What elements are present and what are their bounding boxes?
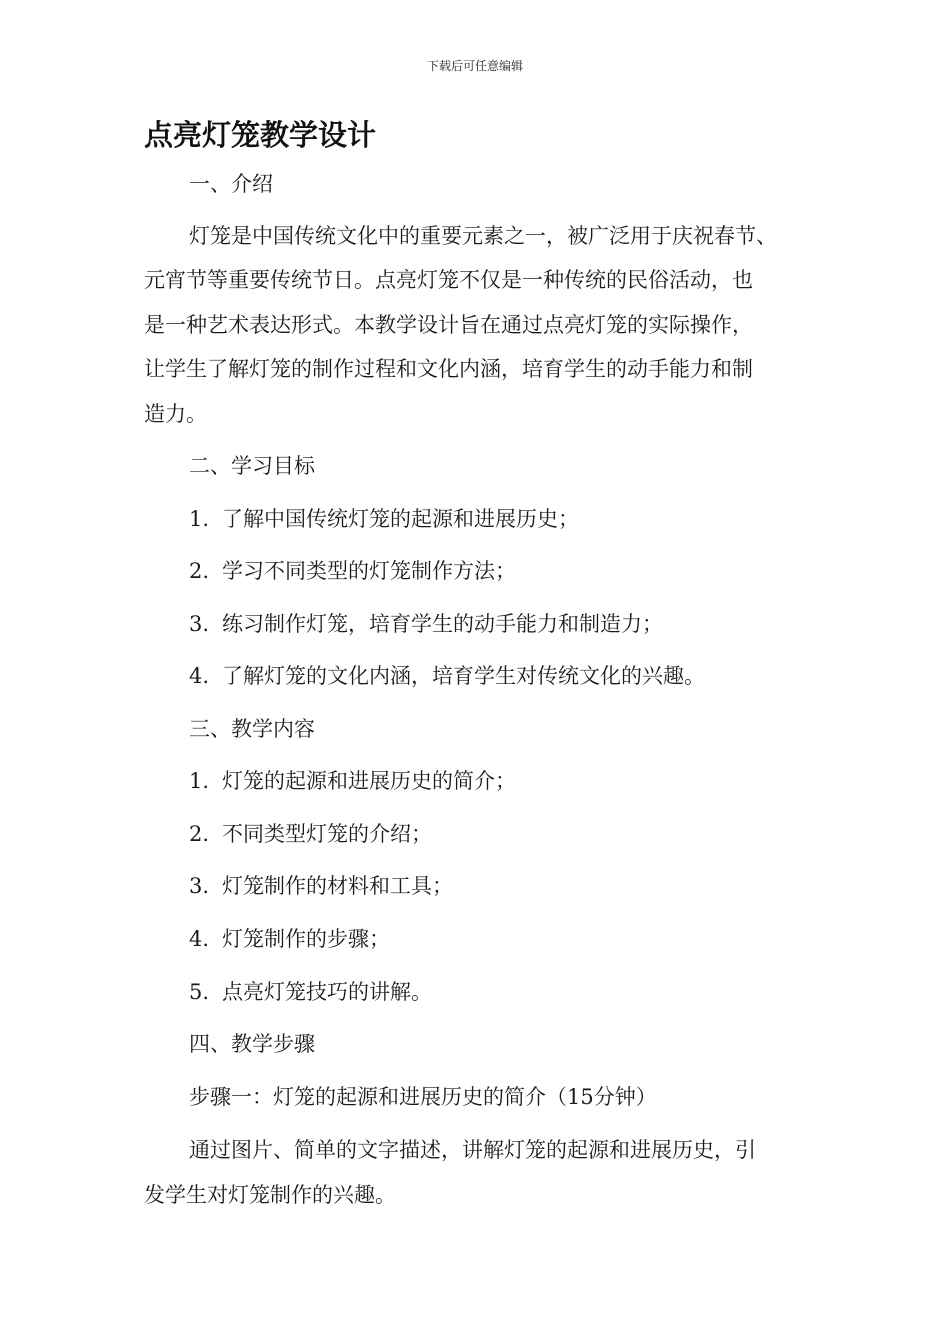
intro-paragraph-line: 造力。 xyxy=(144,402,207,426)
intro-paragraph-line: 元宵节等重要传统节日。点亮灯笼不仅是一种传统的民俗活动，也 xyxy=(144,268,753,292)
list-item-text: 灯笼制作的材料和工具； xyxy=(222,874,453,898)
list-item-text: 学习不同类型的灯笼制作方法； xyxy=(222,559,516,583)
section-heading-goals: 二、学习目标 xyxy=(189,454,315,478)
page-title: 点亮灯笼教学设计 xyxy=(144,118,377,152)
step-paragraph-line: 发学生对灯笼制作的兴趣。 xyxy=(144,1183,396,1207)
list-item xyxy=(189,925,390,953)
section-heading-steps: 四、教学步骤 xyxy=(189,1032,315,1056)
list-item xyxy=(189,610,663,638)
step-paragraph-line: 通过图片、简单的文字描述，讲解灯笼的起源和进展历史，引 xyxy=(189,1138,756,1162)
intro-paragraph-line: 灯笼是中国传统文化中的重要元素之一，被广泛用于庆祝春节、 xyxy=(189,224,777,248)
list-item-number: 3. xyxy=(189,612,210,636)
list-item xyxy=(189,662,705,690)
list-item xyxy=(189,978,432,1006)
list-item-number: 4. xyxy=(189,664,210,688)
header-note: 下载后可任意编辑 xyxy=(426,59,523,73)
list-item-number: 5. xyxy=(189,980,210,1004)
list-item-number: 2. xyxy=(189,822,210,846)
intro-paragraph-line: 让学生了解灯笼的制作过程和文化内涵，培育学生的动手能力和制 xyxy=(144,357,753,381)
list-item-number: 1. xyxy=(189,507,210,531)
step-title: 步骤一：灯笼的起源和进展历史的简介（15分钟） xyxy=(189,1085,657,1109)
list-item-number: 1. xyxy=(189,769,210,793)
list-item xyxy=(189,872,453,900)
list-item xyxy=(189,820,432,848)
list-item xyxy=(189,505,579,533)
list-item-text: 不同类型灯笼的介绍； xyxy=(222,822,432,846)
intro-paragraph-line: 是一种艺术表达形式。本教学设计旨在通过点亮灯笼的实际操作， xyxy=(144,313,753,337)
list-item-number: 4. xyxy=(189,927,210,951)
section-heading-content: 三、教学内容 xyxy=(189,717,315,741)
list-item-number: 2. xyxy=(189,559,210,583)
list-item xyxy=(189,767,516,795)
list-item xyxy=(189,557,516,585)
list-item-text: 点亮灯笼技巧的讲解。 xyxy=(222,980,432,1004)
list-item-text: 了解灯笼的文化内涵，培育学生对传统文化的兴趣。 xyxy=(222,664,705,688)
list-item-text: 灯笼制作的步骤； xyxy=(222,927,390,951)
list-item-text: 练习制作灯笼，培育学生的动手能力和制造力； xyxy=(222,612,663,636)
list-item-text: 了解中国传统灯笼的起源和进展历史； xyxy=(222,507,579,531)
section-heading-intro: 一、介绍 xyxy=(189,172,273,196)
list-item-number: 3. xyxy=(189,874,210,898)
list-item-text: 灯笼的起源和进展历史的简介； xyxy=(222,769,516,793)
